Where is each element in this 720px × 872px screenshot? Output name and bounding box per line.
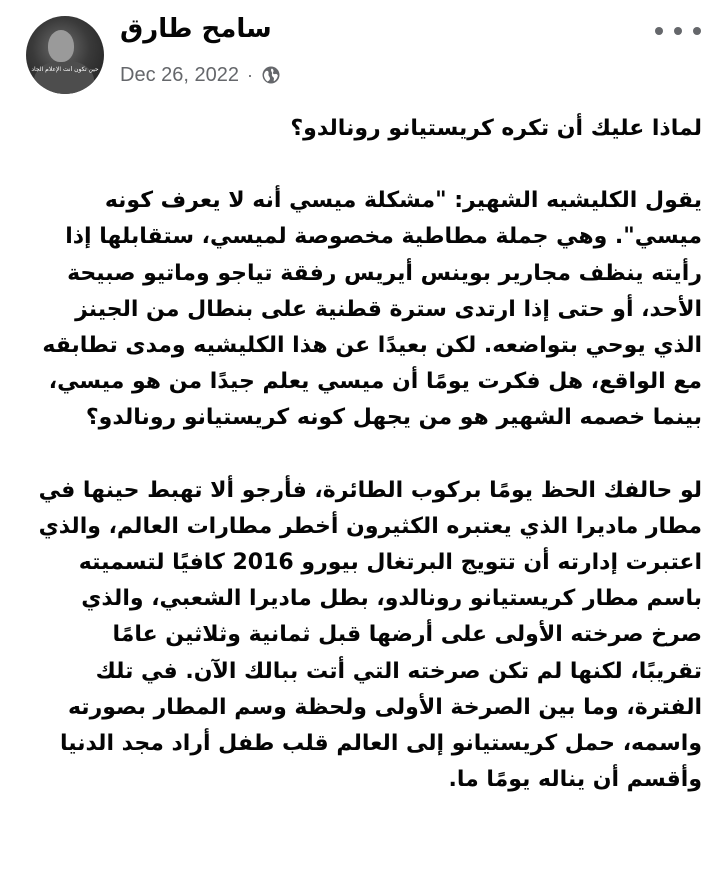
post-header	[0, 0, 720, 100]
post-body	[36, 111, 702, 798]
post-paragraph: لو حالفك الحظ يومًا بركوب الطائرة، فأرجو ألا تهبط حينها في مطار ماديرا الذي يعتبره الكثيرون أخطر مطارات العالم، والذي اعتبرت إدارته أن تتويج البرتغال بيورو 2016 كافيًا لتسميته باسم مطار كريستيانو رونالدو، بطل ماديرا الشعبي، والذي صرخ صرخته الأولى على أرضها قبل ثمانية وثلاثين عامًا تقريبًا، لكنها لم تكن صرخته التي أتت ببالك الآن. في تلك الفترة، وما بين الصرخة الأولى ولحظة وسم المطار بصورته واسمه، حمل كريستيانو إلى العالم قلب طفل أراد مجد الدنيا وأقسم أن يناله يومًا ما.	[38, 477, 702, 793]
meta-separator: ·	[246, 64, 253, 85]
post-paragraph: يقول الكليشيه الشهير: "مشكلة ميسي أنه لا يعرف كونه ميسي". وهي جملة مطاطية مخصوصة لميسي، ستقابلها إذا رأيته ينظف مجارير بوينس أيريس رفقة تياجو وماتيو صبيحة الأحد، أو حتى إذا ارتدى سترة قطنية على بنطال من الجينز الذي يوحي بتواضعه. لكن بعيدًا عن هذا الكليشيه ومدى تطابقه مع الواقع، هل فكرت يومًا أن ميسي يعلم جيدًا من هو ميسي، بينما خصمه الشهير هو من يجهل كونه كريستيانو رونالدو؟	[42, 188, 702, 431]
more-options-icon[interactable]	[655, 18, 701, 44]
post-date[interactable]: Dec 26, 2022	[120, 63, 239, 86]
more-dot	[655, 27, 663, 35]
author-avatar[interactable]	[26, 16, 104, 94]
avatar-face	[48, 30, 74, 62]
globe-icon[interactable]	[261, 65, 281, 85]
more-dot	[693, 27, 701, 35]
post-meta	[120, 60, 281, 90]
paragraph-gap	[36, 147, 702, 183]
post-heading: لماذا عليك أن تكره كريستيانو رونالدو؟	[290, 116, 702, 141]
more-dot	[674, 27, 682, 35]
author-name[interactable]: سامح طارق	[120, 14, 272, 44]
avatar-caption: حين تكون أنت الإعلام الجاد	[31, 66, 99, 73]
paragraph-gap	[36, 437, 702, 473]
